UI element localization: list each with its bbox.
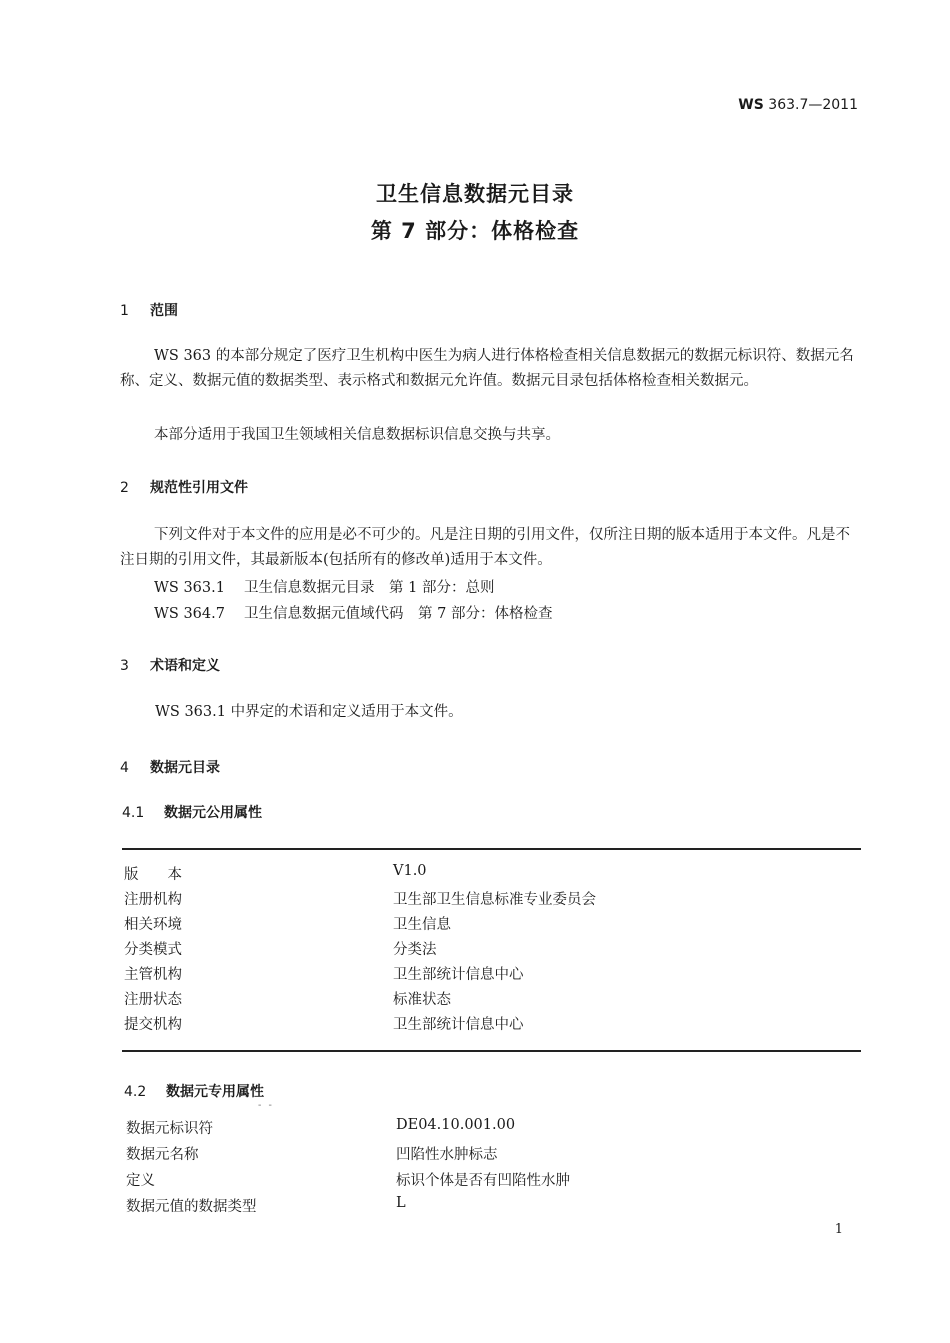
attr-value: 凹陷性水肿标志 xyxy=(396,1147,498,1163)
attr-key: 主管机构 xyxy=(124,967,182,983)
section-4-1-heading: 4.1 数据元公用属性 xyxy=(122,805,262,821)
attr-value: 卫生部统计信息中心 xyxy=(393,1017,524,1033)
attr-key: 定义 xyxy=(126,1173,155,1189)
scan-mark: - - xyxy=(258,1100,274,1111)
attr-value: 卫生信息 xyxy=(393,917,451,933)
page-title: 卫生信息数据元目录 xyxy=(376,182,574,206)
section-1-paragraph-2: 本部分适用于我国卫生领域相关信息数据标识信息交换与共享。 xyxy=(154,427,560,443)
attr-key: 注册机构 xyxy=(124,892,182,908)
attr-key: 提交机构 xyxy=(124,1017,182,1033)
attr-key: 相关环境 xyxy=(124,917,182,933)
attr-key: 数据元标识符 xyxy=(126,1121,213,1137)
attr-value: 分类法 xyxy=(393,942,437,958)
table-top-rule xyxy=(122,848,861,850)
section-2-heading: 2 规范性引用文件 xyxy=(120,480,248,496)
section-1-heading: 1 范围 xyxy=(120,303,178,319)
attr-key: 注册状态 xyxy=(124,992,182,1008)
attr-value: V1.0 xyxy=(393,863,427,879)
page-subtitle: 第 7 部分：体格检查 xyxy=(370,219,580,243)
attr-key: 数据元值的数据类型 xyxy=(126,1199,257,1215)
reference-item: WS 363.1 卫生信息数据元目录 第 1 部分：总则 xyxy=(154,580,495,596)
table-bottom-rule xyxy=(122,1050,861,1052)
section-3-paragraph-1: WS 363.1 中界定的术语和定义适用于本文件。 xyxy=(155,704,463,720)
standard-number: WS 363.7—2011 xyxy=(738,97,858,113)
attr-value: DE04.10.001.00 xyxy=(396,1117,516,1133)
attr-key: 版 本 xyxy=(124,867,182,883)
section-1-paragraph-1: WS 363 的本部分规定了医疗卫生机构中医生为病人进行体格检查相关信息数据元的数据元标识符、数据元名称、定义、数据元值的数据类型、表示格式和数据元允许值。数据元目录包括体格检查相关数据元。 xyxy=(120,348,854,389)
attr-value: 卫生部卫生信息标准专业委员会 xyxy=(393,892,596,908)
section-2-paragraph-1: 下列文件对于本文件的应用是必不可少的。凡是注日期的引用文件，仅所注日期的版本适用于本文件。凡是不注日期的引用文件，其最新版本(包括所有的修改单)适用于本文件。 xyxy=(120,527,850,568)
section-4-heading: 4 数据元目录 xyxy=(120,760,220,776)
section-3-heading: 3 术语和定义 xyxy=(120,658,220,674)
attr-value: 标准状态 xyxy=(393,992,451,1008)
attr-value: 卫生部统计信息中心 xyxy=(393,967,524,983)
attr-key: 数据元名称 xyxy=(126,1147,199,1163)
attr-key: 分类模式 xyxy=(124,942,182,958)
page-number: 1 xyxy=(834,1222,843,1237)
attr-value: L xyxy=(396,1195,406,1211)
section-4-2-heading: 4.2 数据元专用属性 xyxy=(124,1084,264,1100)
attr-value: 标识个体是否有凹陷性水肿 xyxy=(396,1173,570,1189)
reference-item: WS 364.7 卫生信息数据元值域代码 第 7 部分：体格检查 xyxy=(154,606,553,622)
